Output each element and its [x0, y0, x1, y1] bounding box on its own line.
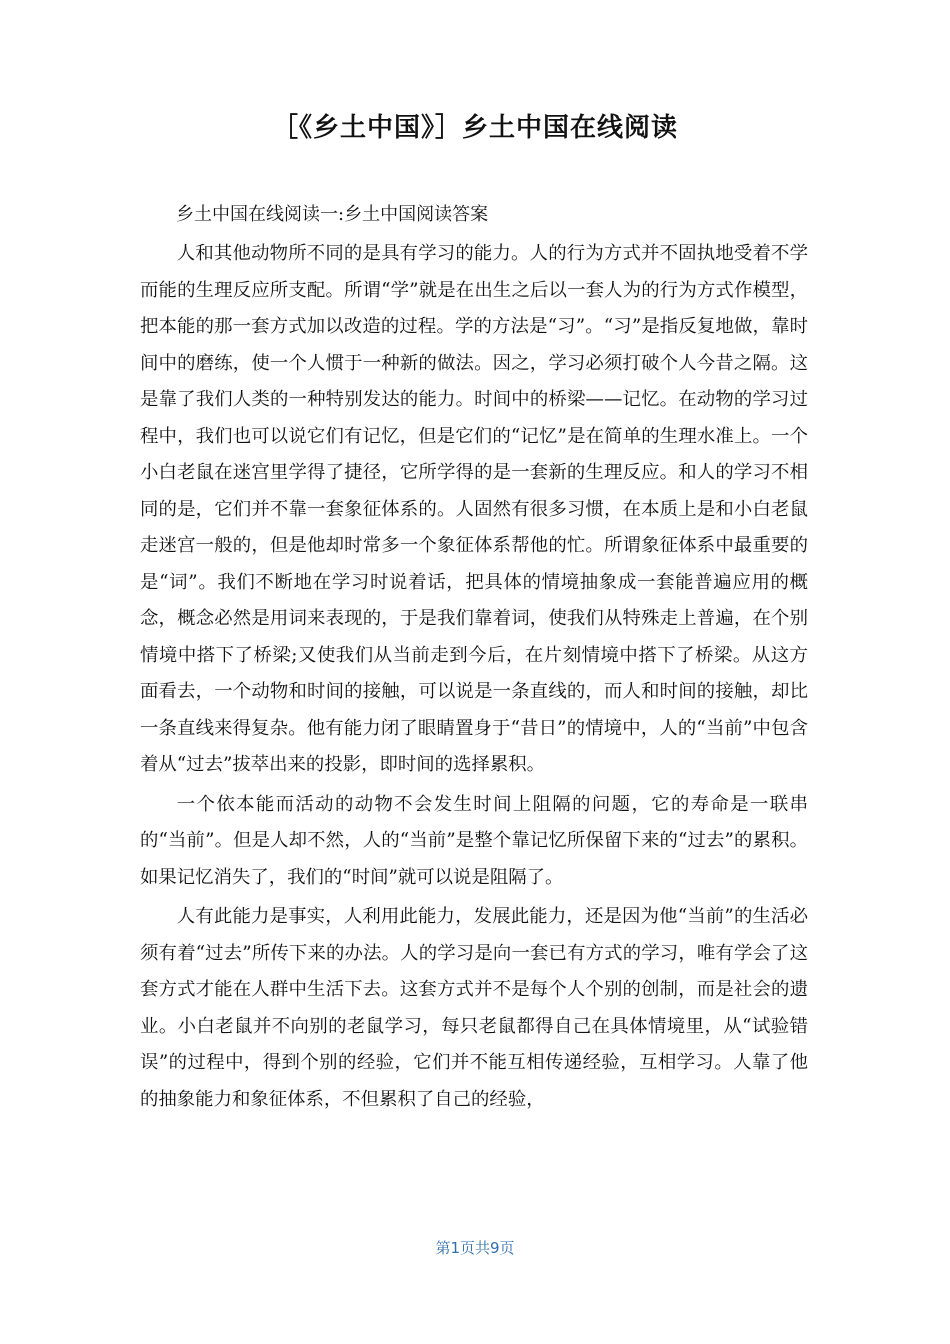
- document-body: [140, 200, 808, 1118]
- document-subtitle: 乡土中国在线阅读一:乡土中国阅读答案: [176, 204, 489, 225]
- page-number-footer: 第1页共9页: [435, 1239, 515, 1257]
- paragraph: 一个依本能而活动的动物不会发生时间上阻隔的问题，它的寿命是一联串的“当前”。但是人却不然，人的“当前”是整个靠记忆所保留下来的“过去”的累积。如果记忆消失了，我们的“时间”就可以说是阻隔了。: [140, 793, 808, 888]
- paragraph: 人有此能力是事实，人利用此能力，发展此能力，还是因为他“当前”的生活必须有着“过去”所传下来的办法。人的学习是向一套已有方式的学习，唯有学会了这套方式才能在人群中生活下去。这套方式并不是每个人个别的创制，而是社会的遗业。小白老鼠并不向别的老鼠学习，每只老鼠都得自己在具体情境里，从“试验错误”的过程中，得到个别的经验，它们并不能互相传递经验，互相学习。人靠了他的抽象能力和象征体系，不但累积了自己的经验，: [140, 906, 808, 1110]
- document-title: ［《乡土中国》］乡土中国在线阅读: [271, 113, 678, 143]
- paragraph: 人和其他动物所不同的是具有学习的能力。人的行为方式并不固执地受着不学而能的生理反应所支配。所谓“学”就是在出生之后以一套人为的行为方式作模型，把本能的那一套方式加以改造的过程。学的方法是“习”。“习”是指反复地做，靠时间中的磨练，使一个人惯于一种新的做法。因之，学习必须打破个人今昔之隔。这是靠了我们人类的一种特别发达的能力。时间中的桥梁——记忆。在动物的学习过程中，我们也可以说它们有记忆，但是它们的“记忆”是在简单的生理水准上。一个小白老鼠在迷宫里学得了捷径，它所学得的是一套新的生理反应。和人的学习不相同的是，它们并不靠一套象征体系的。人固然有很多习惯，在本质上是和小白老鼠走迷宫一般的，但是他却时常多一个象征体系帮他的忙。所谓象征体系中最重要的是“词”。我们不断地在学习时说着话，把具体的情境抽象成一套能普遍应用的概念，概念必然是用词来表现的，于是我们靠着词，使我们从特殊走上普遍，在个别情境中搭下了桥梁;又使我们从当前走到今后，在片刻情境中搭下了桥梁。从这方面看去，一个动物和时间的接触，可以说是一条直线的，而人和时间的接触，却比一条直线来得复杂。他有能力闭了眼睛置身于“昔日”的情境中，人的“当前”中包含着从“过去”拔萃出来的投影，即时间的选择累积。: [140, 243, 808, 775]
